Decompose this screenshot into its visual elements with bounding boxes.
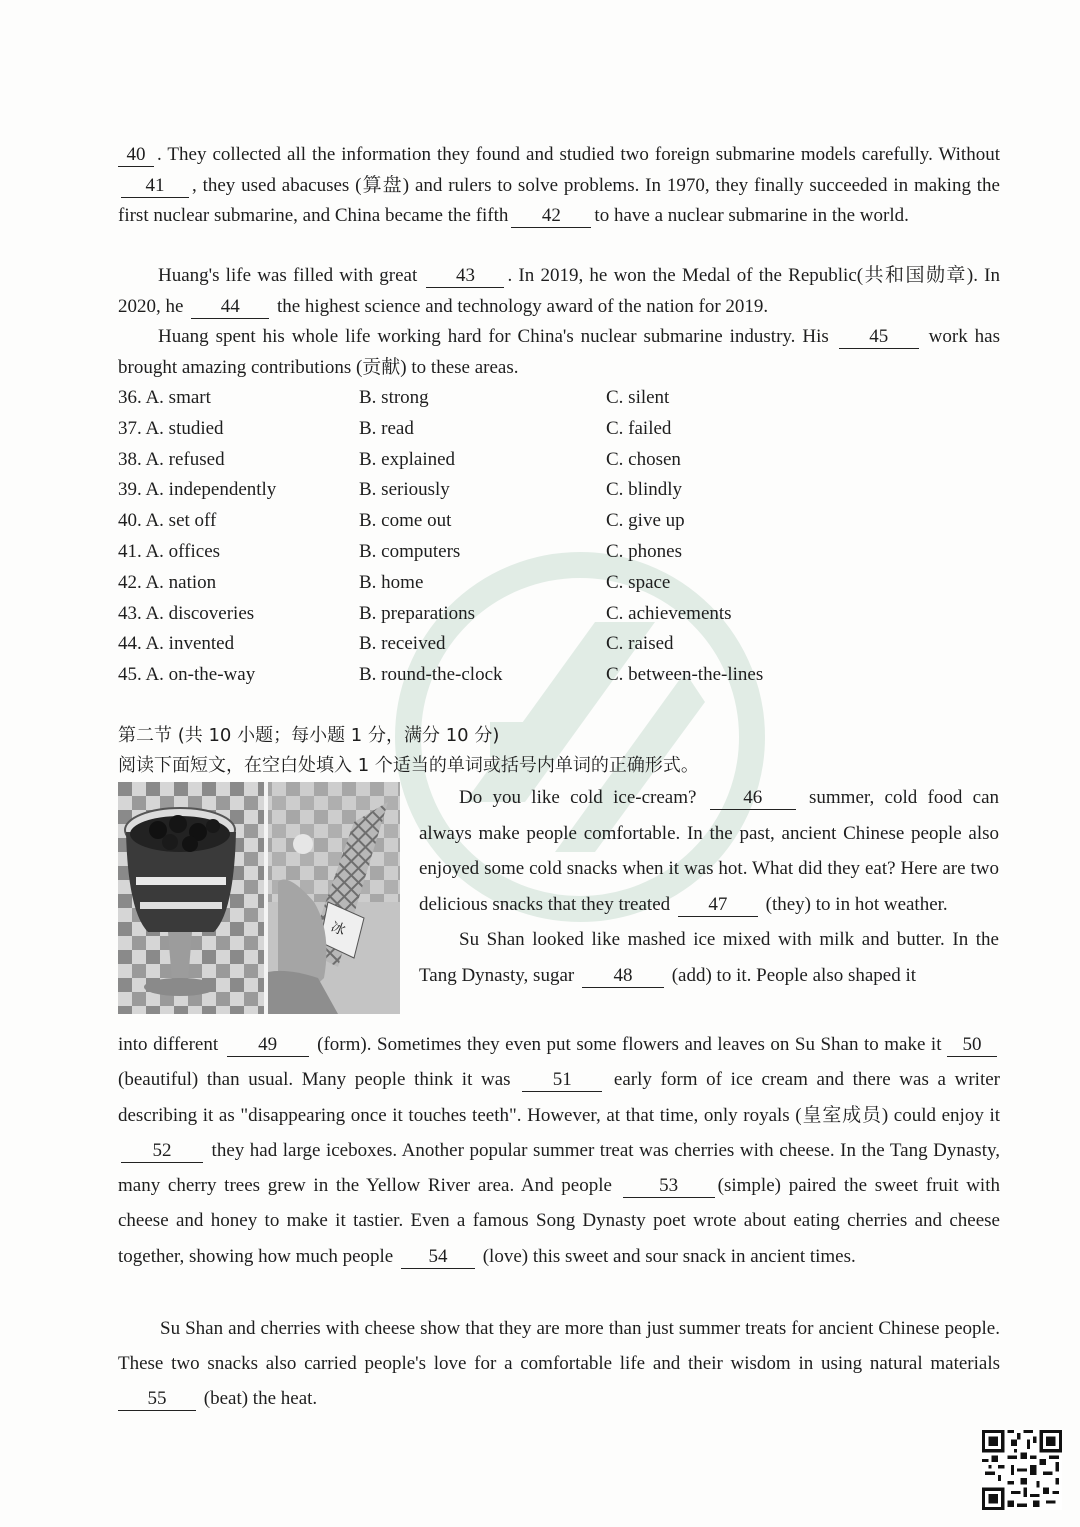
option-c[interactable]: C. chosen (606, 448, 681, 470)
option-c[interactable]: C. give up (606, 510, 685, 532)
option-c[interactable]: C. between-the-lines (606, 664, 764, 686)
passage2-text: (simple) paired the sweet fruit with cheese and honey to make it tastier. Even a famous Song Dynasty poet wrote about eating cherries and cheese together, showing how much people (118, 1175, 1000, 1267)
passage2-text: Su Shan and cherries with cheese show that they are more than just summer treats for ancient Chinese people. These two snacks also carried people's love for a comfortable life and their wisdom in using natural materials (118, 1318, 1000, 1374)
option-b[interactable]: B. preparations (359, 602, 476, 624)
passage2-text: (beat) the heat. (199, 1388, 318, 1409)
blank-48[interactable]: 48 (582, 965, 664, 988)
passage2-body (118, 1027, 1000, 1274)
option-a[interactable]: 38. A. refused (118, 448, 225, 470)
option-c[interactable]: C. raised (606, 633, 674, 655)
option-a[interactable]: 43. A. discoveries (118, 602, 255, 624)
blank-51[interactable]: 51 (522, 1069, 602, 1092)
blank-44[interactable]: 44 (191, 296, 269, 319)
option-a[interactable]: 39. A. independently (118, 479, 277, 501)
option-b[interactable]: B. seriously (359, 479, 450, 501)
section-heading: 第二节 (共 10 小题；每小题 1 分，满分 10 分) (118, 725, 500, 746)
option-c[interactable]: C. blindly (606, 479, 683, 501)
passage1-paragraph2 (118, 261, 1000, 322)
blank-40[interactable]: 40 (118, 144, 154, 167)
passage1-paragraph1 (118, 140, 1000, 232)
passage2-closing (118, 1311, 1000, 1416)
blank-54[interactable]: 54 (401, 1246, 475, 1269)
option-a[interactable]: 36. A. smart (118, 387, 211, 408)
svg-text:冰: 冰 (328, 918, 348, 940)
option-c[interactable]: C. achievements (606, 602, 732, 624)
option-a[interactable]: 44. A. invented (118, 633, 235, 655)
option-a[interactable]: 42. A. nation (118, 571, 217, 593)
blank-55[interactable]: 55 (118, 1388, 196, 1411)
option-c[interactable]: C. space (606, 571, 671, 593)
option-a[interactable]: 40. A. set off (118, 510, 217, 532)
option-b[interactable]: B. received (359, 633, 446, 655)
option-a[interactable]: 41. A. offices (118, 540, 221, 562)
passage2-text: (love) this sweet and sour snack in ancient times. (477, 1245, 856, 1267)
passage2-text: Do you like cold ice-cream? (459, 787, 707, 808)
option-b[interactable]: B. computers (359, 540, 461, 562)
passage1-text: , they used abacuses (算盘) and rulers to solve problems. In 1970, they finally succeeded in making the first nuclear submarine, and China became the fifth (118, 174, 1000, 226)
passage2-text: (beautiful) than usual. Many people think it was (118, 1069, 520, 1091)
passage2-text: (add) to it. People also shaped it (666, 964, 917, 986)
option-b[interactable]: B. come out (359, 510, 452, 532)
blank-46[interactable]: 46 (710, 787, 796, 810)
blank-49[interactable]: 49 (227, 1034, 309, 1057)
passage2-text: into different (118, 1034, 224, 1055)
passage2-text: (they) to in hot weather. (760, 893, 948, 915)
snack-photo (118, 782, 400, 1014)
passage1-text: . In 2019, he won the Medal of the Republic(共和国勋章). In 2020, he (118, 265, 1000, 317)
option-b[interactable]: B. round-the-clock (359, 664, 503, 686)
blank-52[interactable]: 52 (121, 1140, 203, 1163)
option-c[interactable]: C. failed (606, 417, 672, 439)
option-b[interactable]: B. home (359, 571, 424, 593)
passage1-text: work has brought amazing contributions (贡献) to these areas. (118, 326, 1000, 378)
option-a[interactable]: 37. A. studied (118, 417, 224, 439)
passage2-intro (419, 780, 999, 993)
blank-45[interactable]: 45 (839, 326, 919, 349)
blank-42[interactable]: 42 (511, 205, 591, 228)
option-b[interactable]: B. explained (359, 448, 456, 470)
passage2-text: (form). Sometimes they even put some flowers and leaves on Su Shan to make it (311, 1034, 947, 1055)
passage1-paragraph3 (118, 322, 1000, 383)
option-a[interactable]: 45. A. on-the-way (118, 664, 256, 686)
passage2-text: Su Shan looked like mashed ice mixed with milk and butter. In the Tang Dynasty, sugar (419, 929, 999, 986)
qr-code[interactable] (982, 1430, 1062, 1510)
passage2-text: summer, cold food can always make people comfortable. In the past, ancient Chinese people also enjoyed some cold snacks when it was hot. What did they eat? Here are two delicious snacks that they treated (419, 787, 1000, 915)
passage2-text: they had large iceboxes. Another popular summer treat was cherries with cheese. In the Tang Dynasty, many cherry trees grew in the Yellow River area. And people (118, 1139, 1000, 1197)
option-c[interactable]: C. silent (606, 387, 670, 408)
section2-header (118, 721, 699, 781)
passage1-text: Huang spent his whole life working hard for China's nuclear submarine industry. His (158, 326, 836, 347)
blank-50[interactable]: 50 (947, 1034, 997, 1057)
passage1-text: to have a nuclear submarine in the world. (594, 205, 909, 226)
option-b[interactable]: B. strong (359, 387, 429, 408)
passage1-text: Huang's life was filled with great (158, 265, 424, 286)
blank-43[interactable]: 43 (426, 265, 504, 288)
option-c[interactable]: C. phones (606, 540, 682, 562)
section-instruction: 阅读下面短文，在空白处填入 1 个适当的单词或括号内单词的正确形式。 (118, 755, 699, 776)
blank-53[interactable]: 53 (623, 1175, 715, 1198)
passage1-text: . They collected all the information they found and studied two foreign submarine models carefully. Without (157, 144, 1000, 165)
passage2-text: early form of ice cream and there was a writer describing it as "disappearing once it touches teeth". However, at that time, only royals (皇室成员) could enjoy it (118, 1069, 1000, 1126)
option-b[interactable]: B. read (359, 417, 414, 439)
blank-47[interactable]: 47 (678, 894, 758, 917)
passage1-text: the highest science and technology award of the nation for 2019. (272, 295, 769, 317)
blank-41[interactable]: 41 (121, 175, 189, 198)
